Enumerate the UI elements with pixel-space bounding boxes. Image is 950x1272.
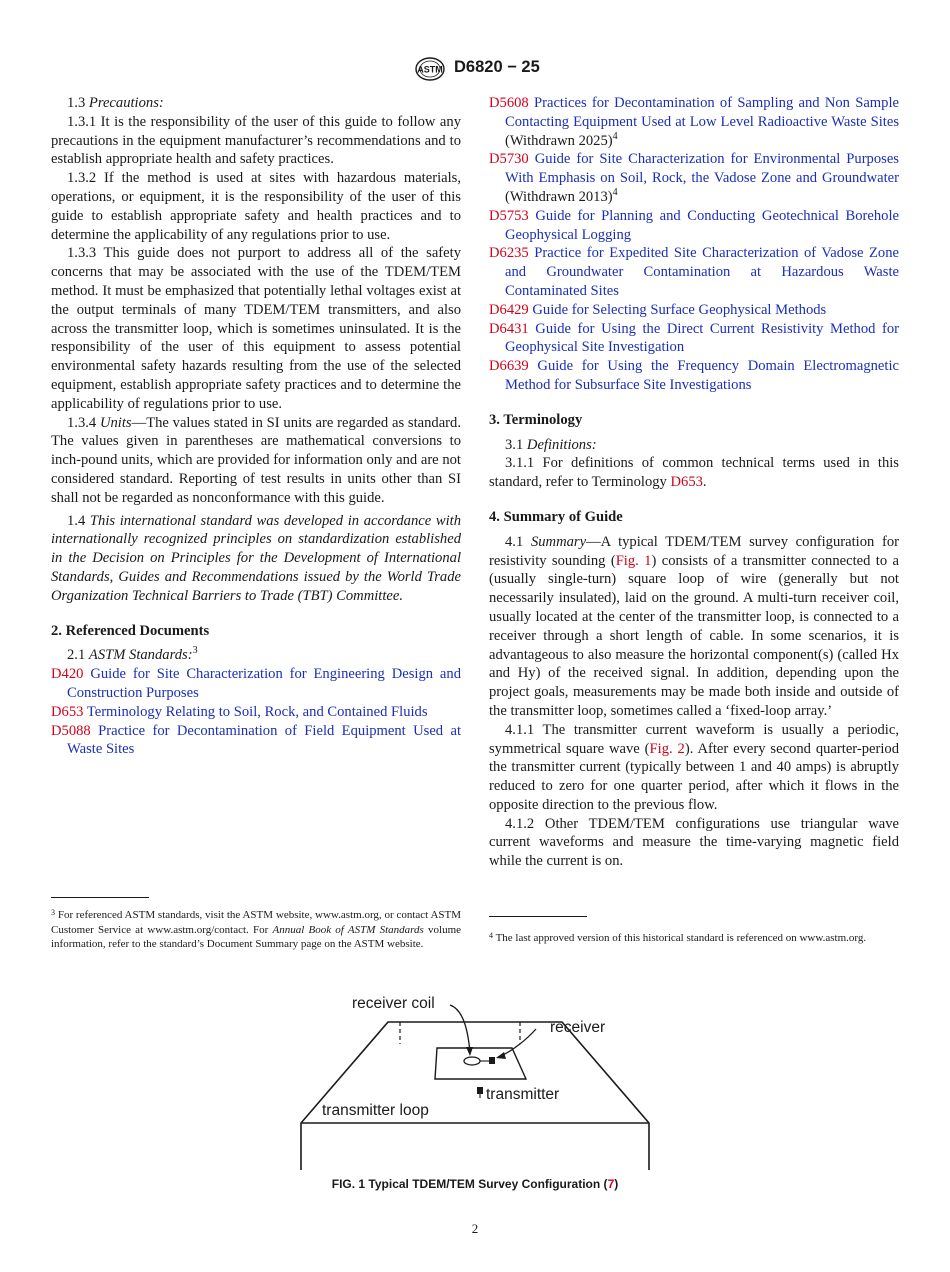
footnote-4: $^4$ The last approved version of this historical standard is referenced on www.astm.org. <box>489 931 867 944</box>
section-1-3-heading: 1.3 Precautions: <box>67 95 164 111</box>
reference-d5608[interactable]: D5608 Practices for Decontamination of Sampling and Non Sample Contacting Equipment Used at Low Level Radioactive Waste Sites (Withdrawn 2025)$^4$ <box>489 95 899 149</box>
reference-d5088[interactable]: D5088 Practice for Decontamination of Field Equipment Used at Waste Sites <box>51 722 461 758</box>
right-column <box>489 94 899 871</box>
paragraph-4-1-1: 4.1.1 The transmitter current waveform is usually a periodic, symmetrical square wave (Fig. 2). After every second quarter-period the transmitter current (typically between 1 and 40 amps) is abruptly reduced to zero for one quarter period, after which it flows in the opposite direction to the previous flow. <box>489 721 900 813</box>
paragraph-1-3-1: 1.3.1 It is the responsibility of the user of this guide to follow any precautions in the equipment manufacturer’s recommendations and to establish appropriate health and safety practices. <box>51 113 461 168</box>
reference-d420[interactable]: D420 Guide for Site Characterization for Engineering Design and Construction Purposes <box>51 666 461 701</box>
reference-d653[interactable]: D653 Terminology Relating to Soil, Rock, and Contained Fluids <box>51 703 428 720</box>
section-2-heading: 2. Referenced Documents <box>51 622 210 639</box>
receiver-box-icon <box>489 1057 495 1064</box>
reference-d6429[interactable]: D6429 Guide for Selecting Surface Geophysical Methods <box>489 301 827 318</box>
footnote-divider <box>51 897 149 898</box>
page-header <box>0 56 950 82</box>
label-receiver-coil: receiver coil <box>352 995 435 1012</box>
label-transmitter-loop: transmitter loop <box>322 1102 429 1119</box>
paragraph-1-3-3: 1.3.3 This guide does not purport to address all of the safety concerns that may be associated with the use of the TDEM/TEM method. It must be emphasized that potentially lethal voltages exist at the output terminals of many TDEM/TEM transmitters, and also across the transmitter loop, which is sometimes uninsulated. It is the responsibility of the user of this equipment to assess potential environmental safety hazards resulting from the use of the selected equipment, establish appropriate safety practices and to determine the applicability of regulations prior to use. <box>51 245 461 412</box>
transmitter-box-icon <box>477 1087 483 1094</box>
receiver-board <box>435 1048 526 1079</box>
terminology-link[interactable]: D653 <box>670 474 703 491</box>
caption-reference-link[interactable]: 7 <box>607 1177 615 1191</box>
paragraph-4-1: 4.1 Summary—A typical TDEM/TEM survey configuration for resistivity sounding (Fig. 1) consists of a transmitter connected to a (usually single-turn) square loop of wire (generally but not necessarily insulated), laid on the ground. A multi-turn receiver coil, usually located at the center of the transmitter loop, is connected to a receiver through a short length of cable. In some scenarios, it is advantageous to also measure the horizontal component(s) (called Hx and Hy) of the received signal. In addition, depending upon the project goals, measurements may be made both inside and outside of the transmitter loop, sometimes called a ‘fixed-loop array.’ <box>489 533 900 719</box>
svg-text:ASTM: ASTM <box>417 64 443 75</box>
astm-logo-icon <box>410 56 450 82</box>
section-3-1-heading: 3.1 Definitions: <box>505 436 597 453</box>
figure-caption: FIG. 1 Typical TDEM/TEM Survey Configuration (7) <box>331 1177 619 1191</box>
reference-d6431[interactable]: D6431 Guide for Using the Direct Current Resistivity Method for Geophysical Site Investigation <box>489 320 899 356</box>
section-4-heading: 4. Summary of Guide <box>489 508 623 525</box>
fig1-link[interactable]: Fig. 1 <box>615 552 652 569</box>
paragraph-1-3-2: 1.3.2 If the method is used at sites with hazardous materials, operations, or equipment, it is the responsibility of the user of this guide to establish appropriate safety and health practices and to determine the applicability of any regulations prior to use. <box>51 170 461 243</box>
left-column <box>51 94 461 759</box>
reference-d6235[interactable]: D6235 Practice for Expedited Site Characterization of Vadose Zone and Groundwater Contamination at Hazardous Waste Contaminated Sites <box>489 245 900 299</box>
page-number: 2 <box>471 1221 479 1236</box>
paragraph-4-1-2: 4.1.2 Other TDEM/TEM configurations use triangular wave current waveforms and measure the time-varying magnetic field while the current is on. <box>489 815 899 870</box>
paragraph-3-1-1: 3.1.1 For definitions of common technical terms used in this standard, refer to Terminology D653. <box>489 455 899 491</box>
reference-d5730[interactable]: D5730 Guide for Site Characterization for Environmental Purposes With Emphasis on Soil, Rock, the Vadose Zone and Groundwater (Withdrawn 2013)$^4$ <box>489 151 899 205</box>
survey-configuration-figure <box>300 986 650 1172</box>
paragraph-1-4: 1.4 This international standard was developed in accordance with internationally recognized principles on standardization established in the Decision on Principles for the Development of International Standards, Guides and Recommendations issued by the World Trade Organization Technical Barriers to Trade (TBT) Committee. <box>51 512 462 604</box>
section-2-1-heading: 2.1 ASTM Standards:$^3$ <box>67 645 198 664</box>
transmitter-loop-outline <box>301 1022 649 1170</box>
fig2-link[interactable]: Fig. 2 <box>649 740 685 757</box>
label-receiver: receiver <box>550 1019 606 1036</box>
label-transmitter: transmitter <box>486 1086 560 1103</box>
footnote-divider <box>489 916 587 917</box>
document-number: D6820 − 25 <box>454 58 540 76</box>
reference-d6639[interactable]: D6639 Guide for Using the Frequency Domain Electromagnetic Method for Subsurface Site Investigations <box>489 358 899 393</box>
footnote-3: $^3$ For referenced ASTM standards, visit the ASTM website, www.astm.org, or contact ASTM Customer Service at www.astm.org/contact. For Annual Book of ASTM Standards volume information, refer to the standard’s Document Summary page on the ASTM website. <box>51 908 462 950</box>
reference-d5753[interactable]: D5753 Guide for Planning and Conducting Geotechnical Borehole Geophysical Logging <box>489 207 899 243</box>
section-3-heading: 3. Terminology <box>489 411 583 428</box>
paragraph-1-3-4: 1.3.4 Units—The values stated in SI units are regarded as standard. The values given in parentheses are mathematical conversions to inch-pound units, which are provided for information only and are not considered standard. Reporting of test results in units other than SI shall not be regarded as nonconformance with this guide. <box>51 414 461 506</box>
